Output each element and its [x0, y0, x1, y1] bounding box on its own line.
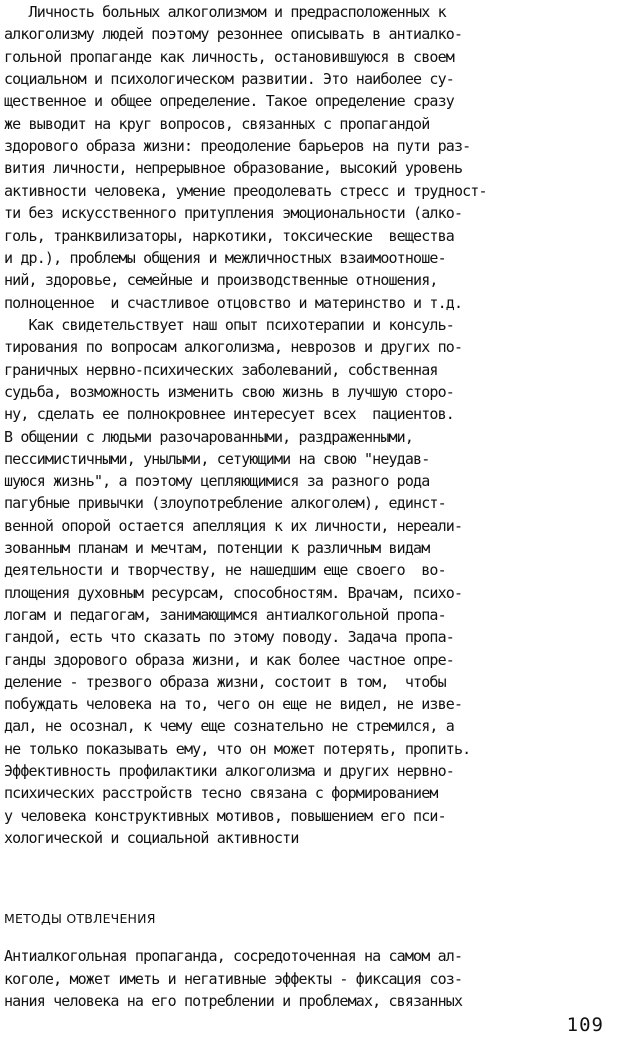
- text-line: Эффективность профилактики алкоголизма и других нервно-: [4, 762, 454, 780]
- text-line: ганды здорового образа жизни, и как более частное опре-: [4, 650, 454, 669]
- text-line: Личность больных алкоголизмом и предрасположенных к: [4, 3, 446, 21]
- text-line: нания человека на его потреблении и проблемах, связанных: [4, 992, 463, 1010]
- text-line: и др.), проблемы общения и межличностных взаимоотноше-: [4, 248, 446, 267]
- page-number: 109: [566, 1014, 604, 1036]
- text-line: не только показывать ему, что он может потерять, пропить.: [4, 739, 471, 758]
- text-line: гандой, есть что сказать по этому поводу. Задача пропа-: [4, 628, 454, 647]
- text-line: алкоголизму людей поэтому резоннее описывать в антиалко-: [4, 25, 463, 44]
- text-line: тирования по вопросам алкоголизма, неврозов и других по-: [4, 338, 463, 357]
- text-line: голь, транквилизаторы, наркотики, токсические вещества: [4, 226, 454, 245]
- text-line: площения духовным ресурсам, способностям. Врачам, психо-: [4, 583, 463, 602]
- text-line: активности человека, умение преодолевать стресс и трудност-: [4, 181, 487, 200]
- text-line: деятельности и творчеству, не нашедшим еще своего во-: [4, 561, 446, 580]
- text-line: судьба, возможность изменить свою жизнь в лучшую сторо-: [4, 382, 454, 401]
- text-line: же выводит на круг вопросов, связанных с пропагандой: [4, 114, 430, 133]
- text-line: граничных нервно-психических заболеваний, собственная: [4, 360, 438, 379]
- text-line: дал, не осознал, к чему еще сознательно не стремился, а: [4, 717, 454, 736]
- text-line: хологической и социальной активности: [4, 828, 299, 847]
- text-line: логам и педагогам, занимающимся антиалкогольной пропа-: [4, 605, 446, 624]
- text-line: ну, сделать ее полнокровнее интересует всех пациентов.: [4, 405, 454, 424]
- text-line: пессимистичными, унылыми, сетующими на свою "неудав-: [4, 449, 430, 468]
- text-line: ний, здоровье, семейные и производственные отношения,: [4, 271, 438, 290]
- text-line: Антиалкогольная пропаганда, сосредоточенная на самом ал-: [4, 947, 463, 965]
- text-line: деление - трезвого образа жизни, состоит в том, чтобы: [4, 672, 446, 691]
- text-line: В общении с людьми разочарованными, раздраженными,: [4, 427, 414, 446]
- text-line: у человека конструктивных мотивов, повышением его пси-: [4, 806, 446, 825]
- text-line: полноценное и счастливое отцовство и материнство и т.д.: [4, 293, 463, 312]
- text-line: социальном и психологическом развитии. Это наиболее су-: [4, 70, 454, 89]
- text-line: побуждать человека на то, чего он еще не видел, не изве-: [4, 695, 463, 714]
- text-line: венной опорой остается апелляция к их личности, нереали-: [4, 516, 463, 535]
- text-line: психических расстройств тесно связана с формированием: [4, 784, 438, 803]
- text-line: гольной пропаганде как личность, остановившуюся в своем: [4, 47, 454, 66]
- text-line: зованным планам и мечтам, потенции к различным видам: [4, 539, 430, 557]
- text-line: щественное и общее определение. Такое определение сразу: [4, 92, 454, 111]
- text-line: шуюся жизнь", а поэтому цепляющимися за разного рода: [4, 472, 430, 491]
- text-line: вития личности, непрерывное образование, высокий уровень: [4, 159, 463, 178]
- text-line: коголе, может иметь и негативные эффекты - фиксация соз-: [4, 969, 463, 988]
- text-line: пагубные привычки (злоупотребление алкоголем), единст-: [4, 494, 446, 513]
- section-heading: МЕТОДЫ ОТВЛЕЧЕНИЯ: [4, 911, 156, 926]
- text-line: ти без искусственного притупления эмоциональности (алко-: [4, 204, 463, 223]
- text-line: Как свидетельствует наш опыт психотерапии и консуль-: [4, 316, 454, 334]
- text-line: здорового образа жизни: преодоление барьеров на пути раз-: [4, 137, 471, 156]
